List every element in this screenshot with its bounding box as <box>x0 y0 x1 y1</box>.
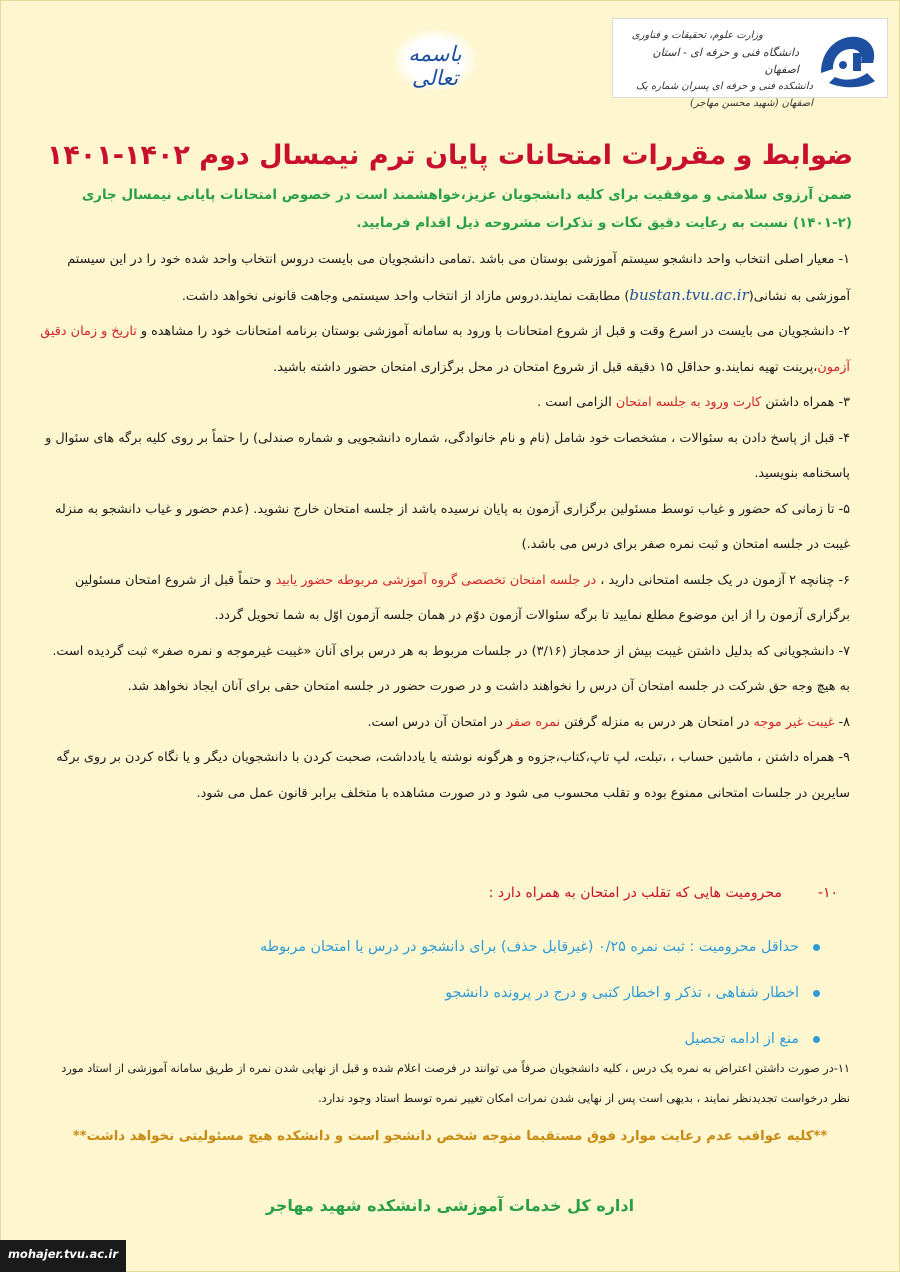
logo-text <box>623 27 813 112</box>
site-prefix: mohajer. <box>7 1247 64 1261</box>
bismillah-calligraphy <box>392 28 478 92</box>
rule-8-highlight-2: نمره صفر <box>506 714 561 730</box>
rule-7: ۷- دانشجویانی که بدلیل داشتن غیبت بیش از حدمجاز (۳/۱۶) در جلسات مربوط به هر درس برای آنان «غیبت غیرموجه و نمره صفر» ثبت گردیده است. به هیچ وجه حق شرکت در جلسه امتحان آن درس را نخواهند داشت و در صورت حضور در جلسه امتحان حقی برای آنان ایجاد نخواهد شد. <box>52 643 850 694</box>
list-item: اخطار شفاهی ، تذکر و اخطار کتبی و درج در پرونده دانشجو <box>120 970 820 1016</box>
footer-signature: اداره کل خدمات آموزشی دانشکده شهید مهاجر <box>265 1196 635 1215</box>
rule-5: ۵- تا زمانی که حضور و غیاب توسط مسئولین برگزاری آزمون به پایان نرسیده باشد از جلسه امتحان خارج نشوید. (عدم حضور و غیاب دانشجو به منزله غیبت در جلسه امتحان و ثبت نمره صفر برای درس می باشد.) <box>55 501 850 552</box>
bustan-link[interactable]: bustan.tvu.ac.ir <box>629 285 749 304</box>
rule-6-highlight: در جلسه امتحان تخصصی گروه آموزشی مربوطه حضور یابید <box>275 572 597 588</box>
rule-6: ۶- چنانچه ۲ آزمون در یک جلسه امتحانی دارید ، در جلسه امتحان تخصصی گروه آموزشی مربوطه حضور یابید و حتماً قبل از شروع امتحان مسئولین برگزاری آزمون را از این موضوع مطلع نمایید تا برگه سئوالات آزمون دوّم در همان جلسه آزمون اوّل به شما تحویل گردد. <box>74 572 850 623</box>
list-item: حداقل محرومیت : ثبت نمره ۰/۲۵ (غیرقابل حذف) برای دانشجو در درس یا امتحان مربوطه <box>120 924 820 970</box>
rule-3-highlight: کارت ورود به جلسه امتحان <box>615 395 762 410</box>
rule-10-text: محرومیت هایی که تقلب در امتحان به همراه دارد : <box>488 885 782 901</box>
rule-11: ۱۱-در صورت داشتن اعتراض به نمره یک درس ، کلیه دانشجویان صرفاً می توانند در فرصت اعلام شده و قبل از نهایی شدن نمره از طریق سامانه آموزشی از استاد مورد نظر درخواست تجدیدنظر نمایند ، بدیهی است پس از نهایی شدن نمرات امکان تغییر نمره توسط استاد وجود ندارد. <box>61 1062 850 1105</box>
ministry-name: وزارت علوم، تحقیقات و فناوری <box>631 30 763 41</box>
rule-2: ۲- دانشجویان می بایست در اسرع وقت و قبل از شروع امتحانات با ورود به سامانه آموزشی بوستان برنامه امتحانات خود را مشاهده و تاریخ و زمان دقیق آزمون،پرینت تهیه نمایند.و حداقل ۱۵ دقیقه قبل از شروع امتحان در محل برگزاری امتحان حضور داشته باشید. <box>40 324 850 375</box>
rule-2-highlight: تاریخ و زمان دقیق آزمون <box>40 324 850 375</box>
website-badge[interactable] <box>0 1240 126 1272</box>
site-domain: tvu.ac.ir <box>63 1247 119 1261</box>
rule-8: ۸- غیبت غیر موجه در امتحان هر درس به منزله گرفتن نمره صفر در امتحان آن درس است. <box>367 714 850 730</box>
rule-10 <box>489 885 838 901</box>
warning-note: **کلیه عواقب عدم رعایت موارد فوق مستقیما متوجه شخص دانشجو است و دانشکده هیچ مسئولیتی نخواهد داشت** <box>72 1129 828 1144</box>
bullet-icon <box>813 1036 820 1043</box>
bullet-icon <box>813 990 820 997</box>
rule-4: ۴- قبل از پاسخ دادن به سئوالات ، مشخصات خود شامل (نام و نام خانوادگی، شماره دانشجویی و شماره صندلی) را حتماً بر روی کلیه برگه های سئوال و پاسخنامه بنویسید. <box>45 430 850 481</box>
page-title: ضوابط و مقررات امتحانات پایان ترم نیمسال دوم ۱۴۰۲-۱۴۰۱ <box>46 140 854 171</box>
college-name: دانشکده فنی و حرفه ای پسران شماره یک اصفهان (شهید محسن مهاجر) <box>636 81 813 109</box>
rule-9: ۹- همراه داشتن ، ماشین حساب ، ،تبلت، لپ تاپ،کتاب،جزوه و هرگونه نوشته یا یادداشت، صحبت کردن با دانشجویان دیگر و یا نگاه کردن بر روی برگه سایرین در جلسات امتحانی ممنوع بوده و تقلب محسوب می شود و در صورت مشاهده با متخلف برابر قانون عمل می شود. <box>56 750 850 801</box>
rule-10-number: ۱۰- <box>817 885 838 901</box>
rule-8-highlight-1: غیبت غیر موجه <box>753 714 835 730</box>
rules-list <box>40 242 850 811</box>
bismillah-text: باسمه تعالی <box>408 42 462 90</box>
rule-1: ۱- معیار اصلی انتخاب واحد دانشجو سیستم آموزشی بوستان می باشد .تمامی دانشجویان می بایست دروس انتخاب واحد شده خود را در این سیستم آموزشی به نشانی(bustan.tvu.ac.ir) مطابقت نمایند.دروس مازاد از انتخاب واحد سیستمی وجاهت قانونی نخواهد داشت. <box>67 252 850 304</box>
intro-paragraph: ضمن آرزوی سلامتی و موفقیت برای کلیه دانشجویان عزیز،خواهشمند است در خصوص امتحانات پایانی نیمسال جاری (۲-۱۴۰۱) نسبت به رعایت دقیق نکات و تذکرات مشروحه ذیل اقدام فرمایید. <box>81 187 852 231</box>
university-logo <box>612 18 888 109</box>
bullet-icon <box>813 944 820 951</box>
tvu-emblem-icon <box>817 29 879 89</box>
penalty-list <box>120 924 820 1062</box>
university-name: دانشگاه فنی و حرفه ای - استان اصفهان <box>652 46 799 76</box>
list-item: منع از ادامه تحصیل <box>120 1016 820 1062</box>
rule-3: ۳- همراه داشتن کارت ورود به جلسه امتحان الزامی است . <box>537 395 850 410</box>
